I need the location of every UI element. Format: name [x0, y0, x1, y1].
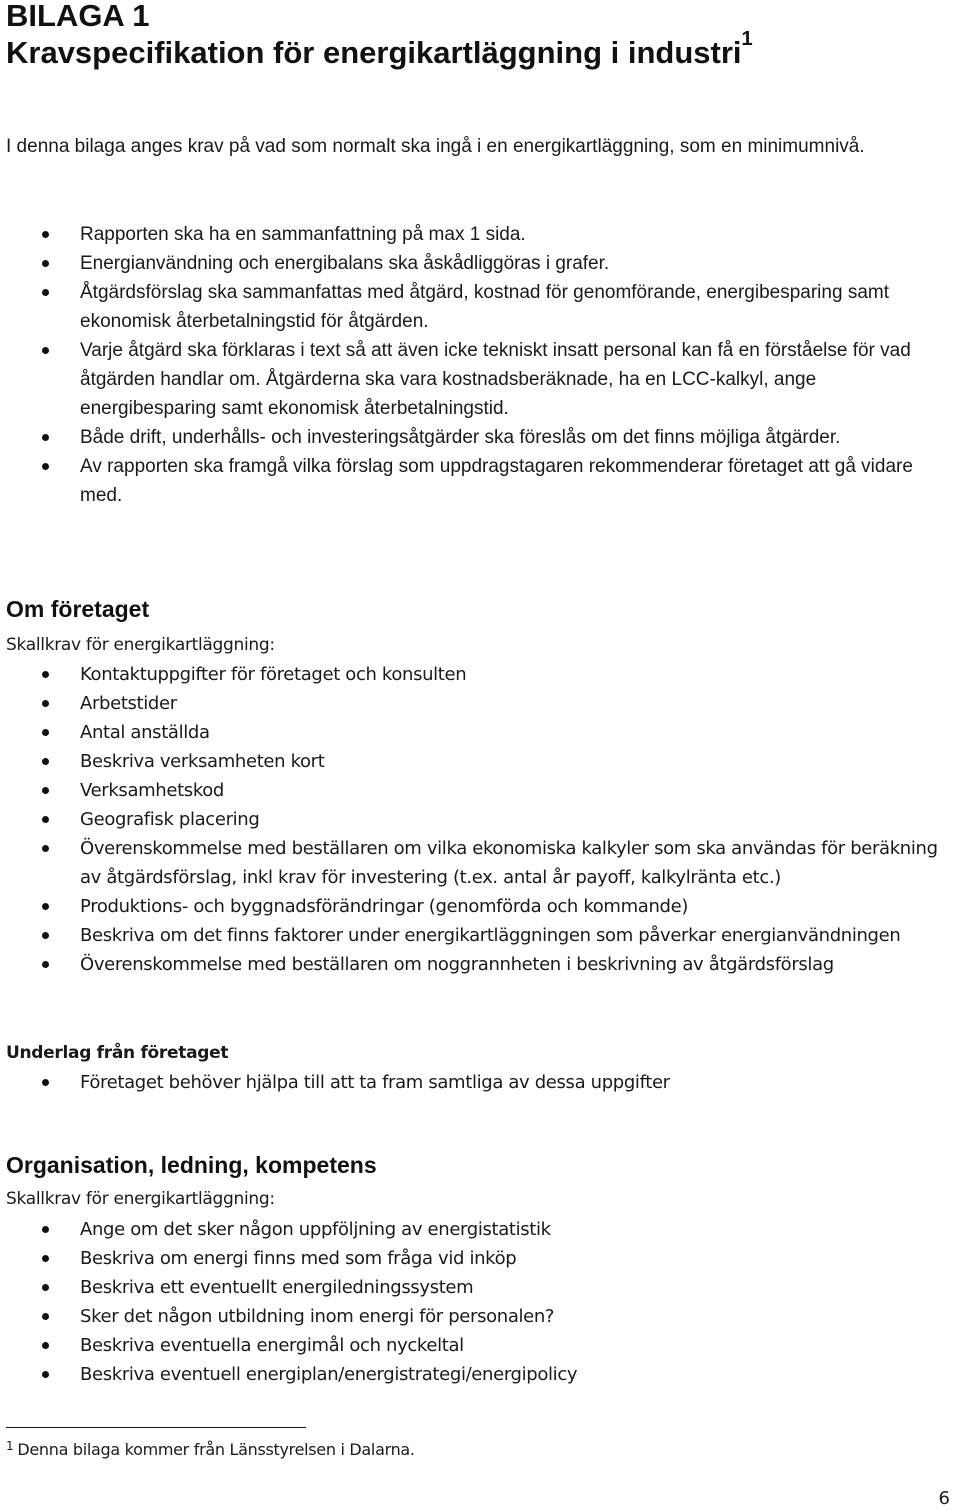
underlag-label: Underlag från företaget	[6, 1043, 229, 1063]
list-item: Kontaktuppgifter för företaget och konsulten	[0, 660, 960, 689]
list-item: Åtgärdsförslag ska sammanfattas med åtgärd, kostnad för genomförande, energibesparing samt ekonomisk återbetalningstid för åtgärden.	[0, 278, 960, 336]
underlag-list	[0, 1068, 960, 1097]
list-item: Geografisk placering	[0, 805, 960, 834]
intro-requirements-list	[0, 220, 960, 510]
list-item: Sker det någon utbildning inom energi för personalen?	[0, 1302, 960, 1331]
organisation-list	[0, 1215, 960, 1389]
intro-paragraph: I denna bilaga anges krav på vad som normalt ska ingå i en energikartläggning, som en minimumnivå.	[6, 136, 865, 157]
list-item: Energianvändning och energibalans ska åskådliggöras i grafer.	[0, 249, 960, 278]
page-number: 6	[938, 1488, 950, 1509]
list-item: Rapporten ska ha en sammanfattning på max 1 sida.	[0, 220, 960, 249]
list-item: Beskriva om det finns faktorer under energikartläggningen som påverkar energianvändningen	[0, 921, 960, 950]
footnote-divider	[6, 1427, 306, 1428]
list-item: Beskriva ett eventuellt energiledningssystem	[0, 1273, 960, 1302]
list-item: Beskriva om energi finns med som fråga vid inköp	[0, 1244, 960, 1273]
section-title-om-foretaget: Om företaget	[6, 596, 150, 622]
list-item: Beskriva verksamheten kort	[0, 747, 960, 776]
list-item: Företaget behöver hjälpa till att ta fram samtliga av dessa uppgifter	[0, 1068, 960, 1097]
document-title-text: Kravspecifikation för energikartläggning i industri	[6, 35, 742, 70]
section-title-organisation: Organisation, ledning, kompetens	[6, 1152, 377, 1178]
list-item: Överenskommelse med beställaren om noggrannheten i beskrivning av åtgärdsförslag	[0, 950, 960, 979]
list-item: Både drift, underhålls- och investeringsåtgärder ska föreslås om det finns möjliga åtgärder.	[0, 423, 960, 452]
appendix-label: BILAGA 1	[6, 0, 150, 33]
om-foretaget-list	[0, 660, 960, 979]
list-item: Av rapporten ska framgå vilka förslag som uppdragstagaren rekommenderar företaget att gå vidare med.	[0, 452, 960, 510]
list-item: Arbetstider	[0, 689, 960, 718]
document-title	[6, 28, 753, 73]
title-footnote-ref: 1	[741, 28, 753, 50]
footnote-text: Denna bilaga kommer från Länsstyrelsen i Dalarna.	[17, 1440, 415, 1459]
list-item: Överenskommelse med beställaren om vilka ekonomiska kalkyler som ska användas för beräkning av åtgärdsförslag, inkl krav för investering (t.ex. antal år payoff, kalkylränta etc.)	[0, 834, 960, 892]
list-item: Varje åtgärd ska förklaras i text så att även icke tekniskt insatt personal kan få en förståelse för vad åtgärden handlar om. Åtgärderna ska vara kostnadsberäknade, ha en LCC-kalkyl, ange energibesparing samt ekonomisk återbetalningstid.	[0, 336, 960, 423]
list-item: Verksamhetskod	[0, 776, 960, 805]
list-item: Beskriva eventuella energimål och nyckeltal	[0, 1331, 960, 1360]
list-item: Antal anställda	[0, 718, 960, 747]
list-item: Beskriva eventuell energiplan/energistrategi/energipolicy	[0, 1360, 960, 1389]
requirements-label: Skallkrav för energikartläggning:	[6, 635, 275, 655]
footnote	[6, 1438, 415, 1462]
list-item: Produktions- och byggnadsförändringar (genomförda och kommande)	[0, 892, 960, 921]
list-item: Ange om det sker någon uppföljning av energistatistik	[0, 1215, 960, 1244]
footnote-number: 1	[6, 1439, 14, 1453]
requirements-label: Skallkrav för energikartläggning:	[6, 1189, 275, 1209]
